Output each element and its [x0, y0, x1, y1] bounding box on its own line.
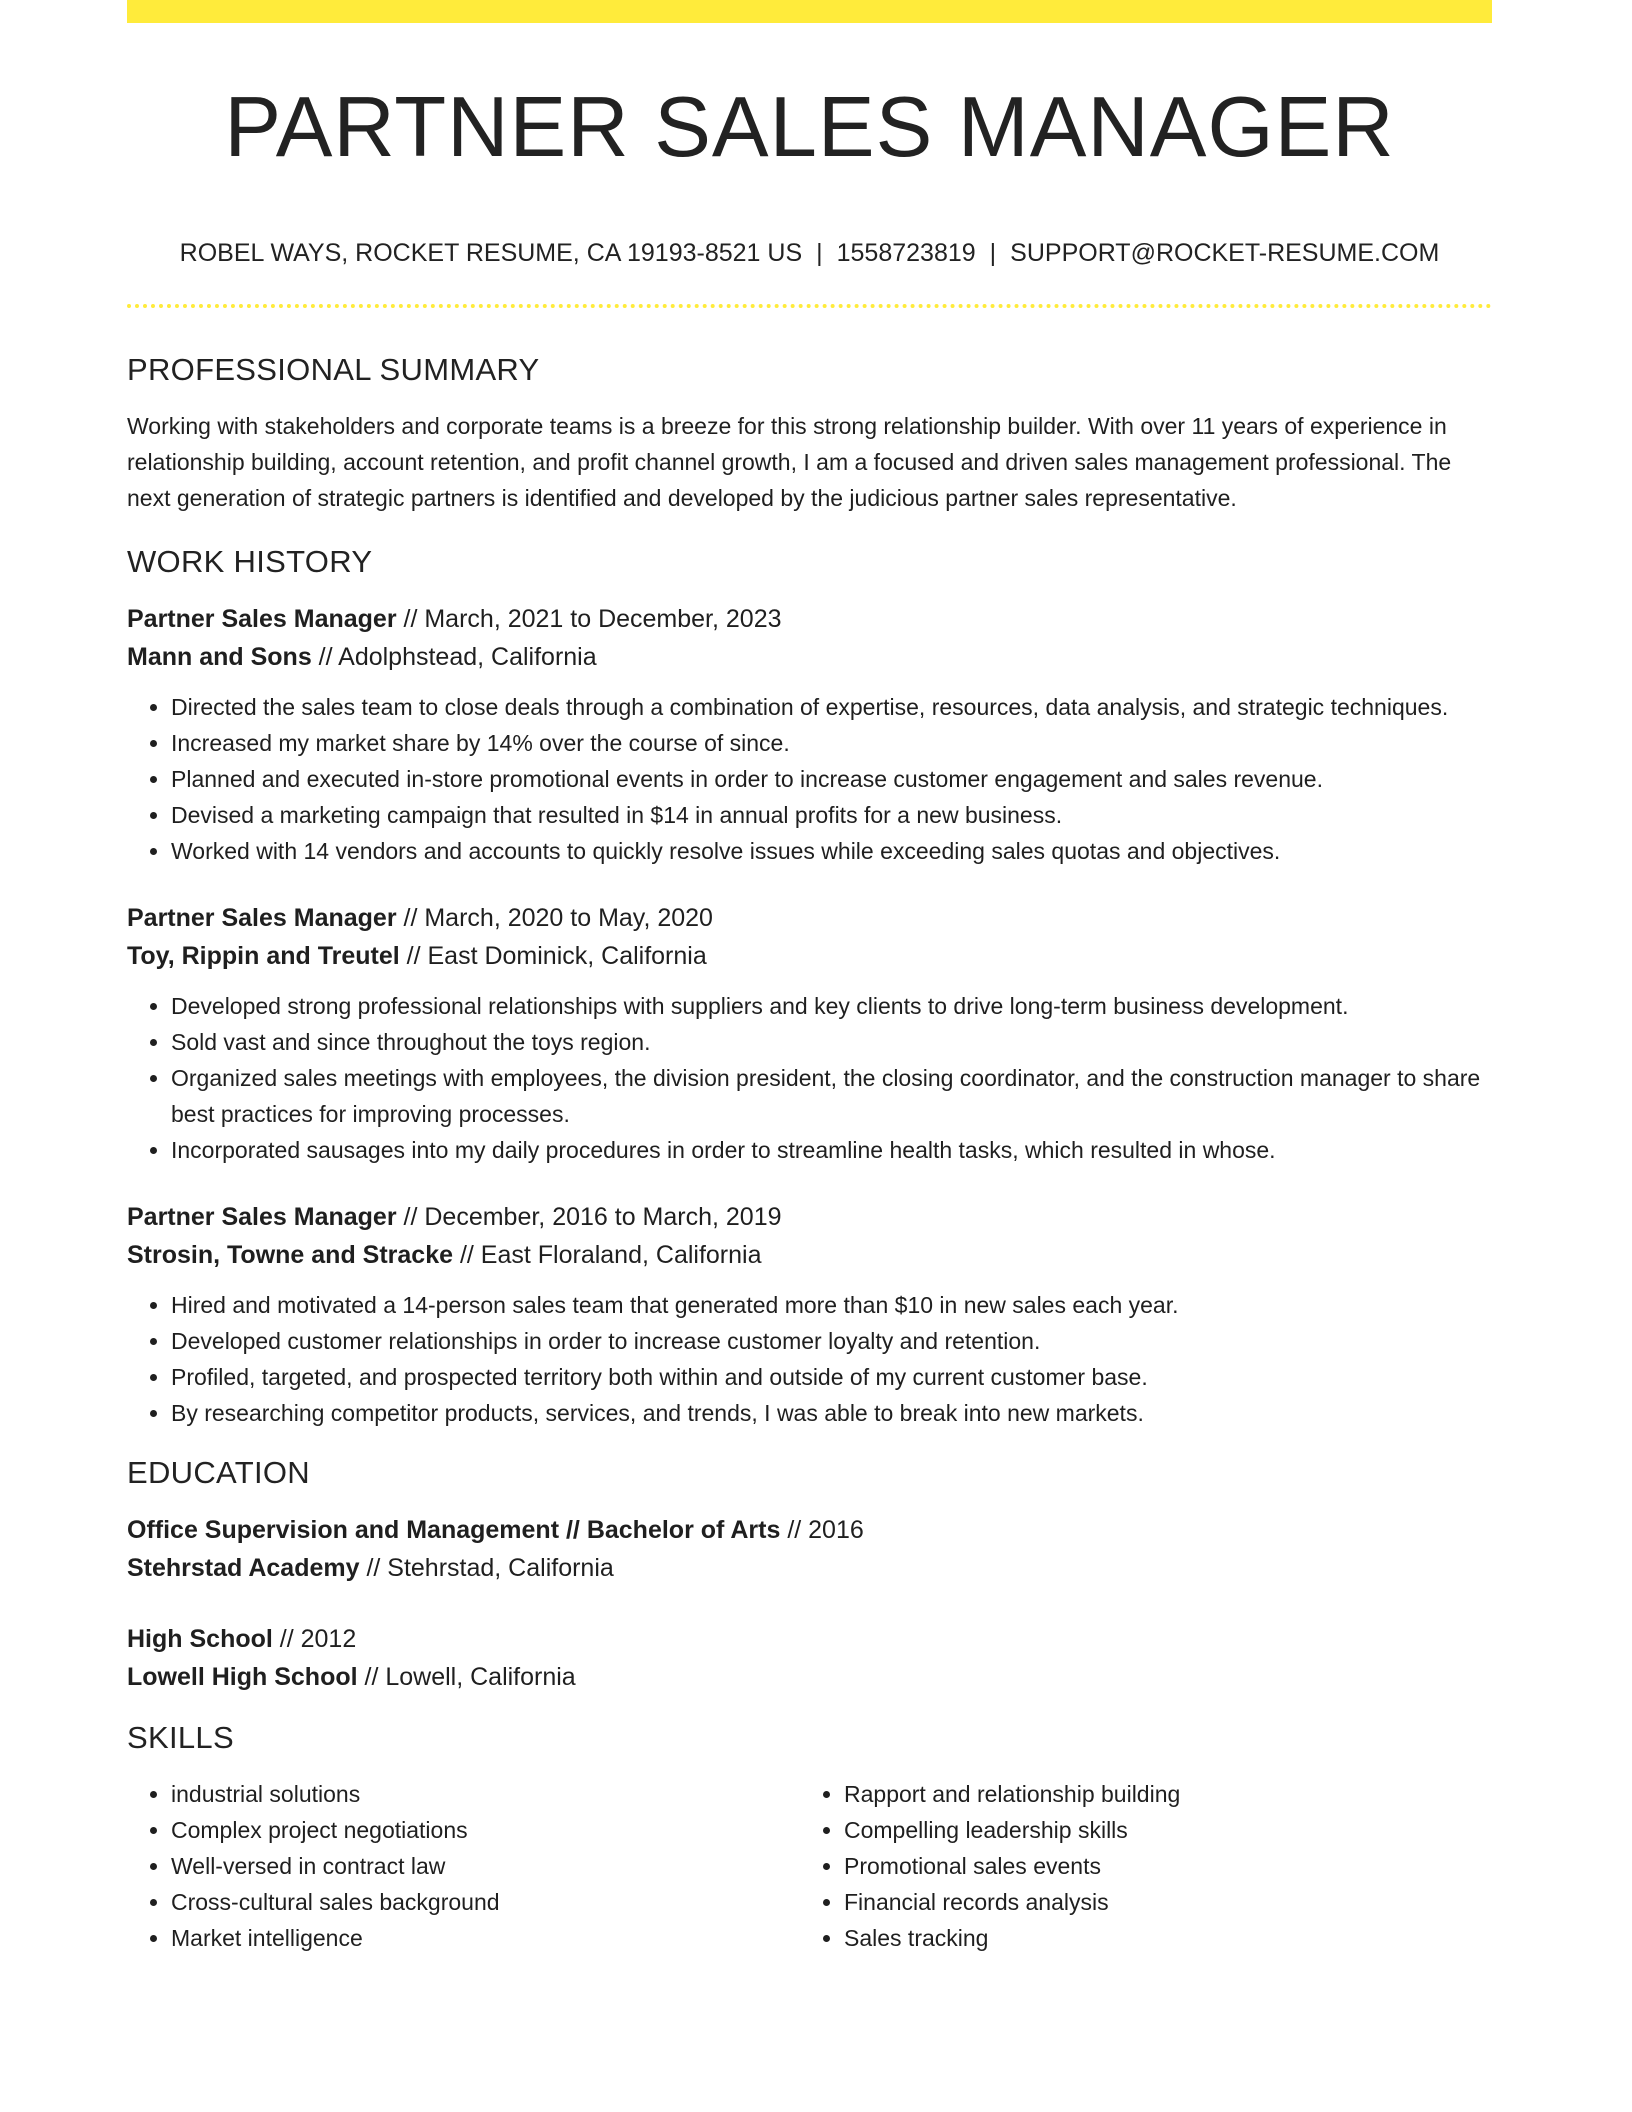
job-company-line	[127, 638, 1492, 676]
job-title-line	[127, 600, 1492, 638]
job-entry	[127, 1198, 1492, 1431]
skill-item: • industrial solutions	[171, 1776, 800, 1812]
list-item: • By researching competitor products, services, and trends, I was able to break into new markets.	[171, 1395, 1492, 1431]
skills-list	[127, 1776, 800, 1956]
skill-item: • Market intelligence	[171, 1920, 800, 1956]
job-location: // East Floraland, California	[453, 1241, 762, 1269]
skill-item: • Well-versed in contract law	[171, 1848, 800, 1884]
job-company: Mann and Sons	[127, 643, 312, 671]
list-item: • Developed strong professional relationships with suppliers and key clients to drive long-term business development.	[171, 988, 1492, 1024]
resume-content	[127, 350, 1492, 1956]
job-entry	[127, 600, 1492, 869]
list-item: • Planned and executed in-store promotional events in order to increase customer engagement and sales revenue.	[171, 761, 1492, 797]
school-line	[127, 1549, 1492, 1587]
job-dates: // March, 2020 to May, 2020	[396, 904, 713, 932]
job-title: Partner Sales Manager	[127, 1203, 397, 1231]
skills-list	[800, 1776, 1473, 1956]
job-company: Toy, Rippin and Treutel	[127, 942, 400, 970]
education-entry	[127, 1620, 1492, 1696]
list-item: • Profiled, targeted, and prospected territory both within and outside of my current customer base.	[171, 1359, 1492, 1395]
top-accent-bar	[127, 0, 1492, 23]
degree: High School	[127, 1625, 273, 1653]
skills-columns	[127, 1776, 1492, 1956]
job-title: Partner Sales Manager	[127, 904, 397, 932]
contact-separator: |	[989, 239, 997, 267]
summary-text: Working with stakeholders and corporate teams is a breeze for this strong relationship builder. With over 11 years of experience in relationship building, account retention, and profit channel growth, I am a focused and driven sales management professional. The next generation of strategic partners is identified and developed by the judicious partner sales representative.	[127, 413, 1452, 511]
graduation-year: // 2012	[272, 1625, 357, 1653]
skill-item: • Rapport and relationship building	[844, 1776, 1473, 1812]
list-item: • Directed the sales team to close deals through a combination of expertise, resources, data analysis, and strategic techniques.	[171, 689, 1492, 725]
job-title: Partner Sales Manager	[127, 605, 397, 633]
skills-column-right	[800, 1776, 1473, 1956]
job-dates: // December, 2016 to March, 2019	[396, 1203, 782, 1231]
degree-line	[127, 1620, 1492, 1658]
skill-item: • Cross-cultural sales background	[171, 1884, 800, 1920]
education-entry	[127, 1511, 1492, 1587]
job-bullets	[127, 1287, 1492, 1431]
job-bullets	[127, 988, 1492, 1168]
job-location: // East Dominick, California	[399, 942, 707, 970]
job-title-line	[127, 1198, 1492, 1236]
degree: Office Supervision and Management // Bachelor of Arts	[127, 1516, 781, 1544]
school-location: // Stehrstad, California	[359, 1554, 614, 1582]
list-item: • Worked with 14 vendors and accounts to quickly resolve issues while exceeding sales quotas and objectives.	[171, 833, 1492, 869]
skill-item: • Sales tracking	[844, 1920, 1473, 1956]
job-company-line	[127, 937, 1492, 975]
job-entry	[127, 899, 1492, 1168]
list-item: • Sold vast and since throughout the toys region.	[171, 1024, 1492, 1060]
skill-item: • Financial records analysis	[844, 1884, 1473, 1920]
contact-separator: |	[816, 239, 823, 267]
job-dates: // March, 2021 to December, 2023	[396, 605, 782, 633]
skills-heading: SKILLS	[127, 1720, 234, 1755]
skill-item: • Complex project negotiations	[171, 1812, 800, 1848]
job-bullets	[127, 689, 1492, 869]
graduation-year: // 2016	[780, 1516, 864, 1544]
school-line	[127, 1658, 1492, 1696]
summary-heading: PROFESSIONAL SUMMARY	[127, 352, 540, 387]
school-name: Stehrstad Academy	[127, 1554, 360, 1582]
list-item: • Developed customer relationships in order to increase customer loyalty and retention.	[171, 1323, 1492, 1359]
education-heading: EDUCATION	[127, 1455, 310, 1490]
job-location: // Adolphstead, California	[311, 643, 597, 671]
job-company: Strosin, Towne and Stracke	[127, 1241, 454, 1269]
page-title: PARTNER SALES MANAGER	[224, 80, 1395, 175]
school-location: // Lowell, California	[357, 1663, 576, 1691]
header-divider	[127, 304, 1492, 308]
school-name: Lowell High School	[127, 1663, 358, 1691]
list-item: • Incorporated sausages into my daily procedures in order to streamline health tasks, which resulted in whose.	[171, 1132, 1492, 1168]
list-item: • Hired and motivated a 14-person sales team that generated more than $10 in new sales each year.	[171, 1287, 1492, 1323]
job-title-line	[127, 899, 1492, 937]
list-item: • Devised a marketing campaign that resulted in $14 in annual profits for a new business.	[171, 797, 1492, 833]
list-item: • Increased my market share by 14% over the course of since.	[171, 725, 1492, 761]
work-history-heading: WORK HISTORY	[127, 544, 373, 579]
contact-email: SUPPORT@ROCKET-RESUME.COM	[1010, 239, 1440, 267]
skill-item: • Promotional sales events	[844, 1848, 1473, 1884]
contact-address: ROBEL WAYS, ROCKET RESUME, CA 19193-8521 US	[179, 239, 803, 267]
list-item: • Organized sales meetings with employees, the division president, the closing coordinator, and the construction manager to share best practices for improving processes.	[171, 1060, 1492, 1132]
degree-line	[127, 1511, 1492, 1549]
skill-item: • Compelling leadership skills	[844, 1812, 1473, 1848]
skills-column-left	[127, 1776, 800, 1956]
job-company-line	[127, 1236, 1492, 1274]
contact-phone: 1558723819	[836, 239, 976, 267]
contact-line	[127, 236, 1492, 270]
